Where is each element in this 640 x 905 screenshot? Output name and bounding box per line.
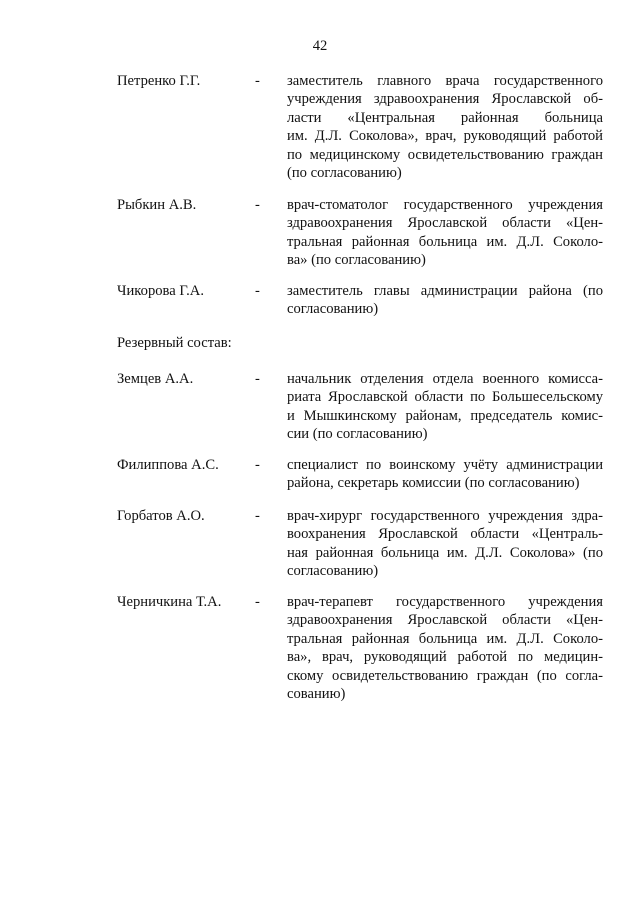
member-dash: - xyxy=(255,594,260,610)
page-number: 42 xyxy=(312,38,328,54)
description-line: ная районная больница им. Д.Л. Соколова» (по xyxy=(287,544,603,561)
member-description xyxy=(287,282,603,319)
member-name: Черничкина Т.А. xyxy=(117,594,222,610)
description-line: специалист по воинскому учёту администрации xyxy=(287,457,603,473)
description-line: тральная районная больница им. Д.Л. Соколо- xyxy=(287,233,603,250)
description-line: ласти «Центральная районная больница xyxy=(287,109,603,126)
description-line: учреждения здравоохранения Ярославской об- xyxy=(287,91,603,108)
description-line: (по согласованию) xyxy=(287,164,402,181)
description-line: ва» (по согласованию) xyxy=(287,252,426,269)
member-name: Горбатов А.О. xyxy=(117,508,205,524)
member-description xyxy=(287,456,603,493)
description-line: воохранения Ярославской области «Централь- xyxy=(287,526,603,543)
description-line: здравоохранения Ярославской области «Цен- xyxy=(287,612,603,629)
description-line: района, секретарь комиссии (по согласованию) xyxy=(287,475,580,492)
description-line: заместитель главы администрации района (по xyxy=(287,283,603,299)
description-line: согласованию) xyxy=(287,563,379,580)
description-line: врач-стоматолог государственного учреждения xyxy=(287,197,603,213)
member-name: Филиппова А.С. xyxy=(117,457,219,473)
description-line: риата Ярославской области по Большесельскому xyxy=(287,389,603,406)
reserve-heading: Резервный состав: xyxy=(117,335,232,351)
member-name: Рыбкин А.В. xyxy=(117,197,197,213)
member-description xyxy=(287,370,603,444)
member-dash: - xyxy=(255,197,260,213)
description-line: начальник отделения отдела военного комисса- xyxy=(287,371,603,387)
description-line: скому освидетельствованию граждан (по согла- xyxy=(287,667,603,684)
description-line: ва», врач, руководящий работой по медицин- xyxy=(287,649,603,666)
member-dash: - xyxy=(255,73,260,89)
member-dash: - xyxy=(255,457,260,473)
description-line: им. Д.Л. Соколова», врач, руководящий работой xyxy=(287,128,603,145)
member-dash: - xyxy=(255,371,260,387)
description-line: по медицинскому освидетельствованию граждан xyxy=(287,146,603,163)
description-line: сии (по согласованию) xyxy=(287,426,428,443)
member-name: Чикорова Г.А. xyxy=(117,283,204,299)
description-line: и Мышкинскому районам, председатель комис- xyxy=(287,407,603,424)
member-dash: - xyxy=(255,283,260,299)
description-line: врач-хирург государственного учреждения здра- xyxy=(287,508,603,524)
member-description xyxy=(287,72,603,182)
description-line: согласованию) xyxy=(287,301,379,318)
description-line: здравоохранения Ярославской области «Цен- xyxy=(287,215,603,232)
member-name: Петренко Г.Г. xyxy=(117,73,201,89)
member-dash: - xyxy=(255,508,260,524)
description-line: тральная районная больница им. Д.Л. Соколо- xyxy=(287,630,603,647)
member-description xyxy=(287,593,603,703)
member-description xyxy=(287,507,603,581)
description-line: заместитель главного врача государственного xyxy=(287,73,603,89)
member-name: Земцев А.А. xyxy=(117,371,194,387)
member-description xyxy=(287,196,603,270)
description-line: врач-терапевт государственного учреждения xyxy=(287,594,603,610)
description-line: сованию) xyxy=(287,685,346,702)
